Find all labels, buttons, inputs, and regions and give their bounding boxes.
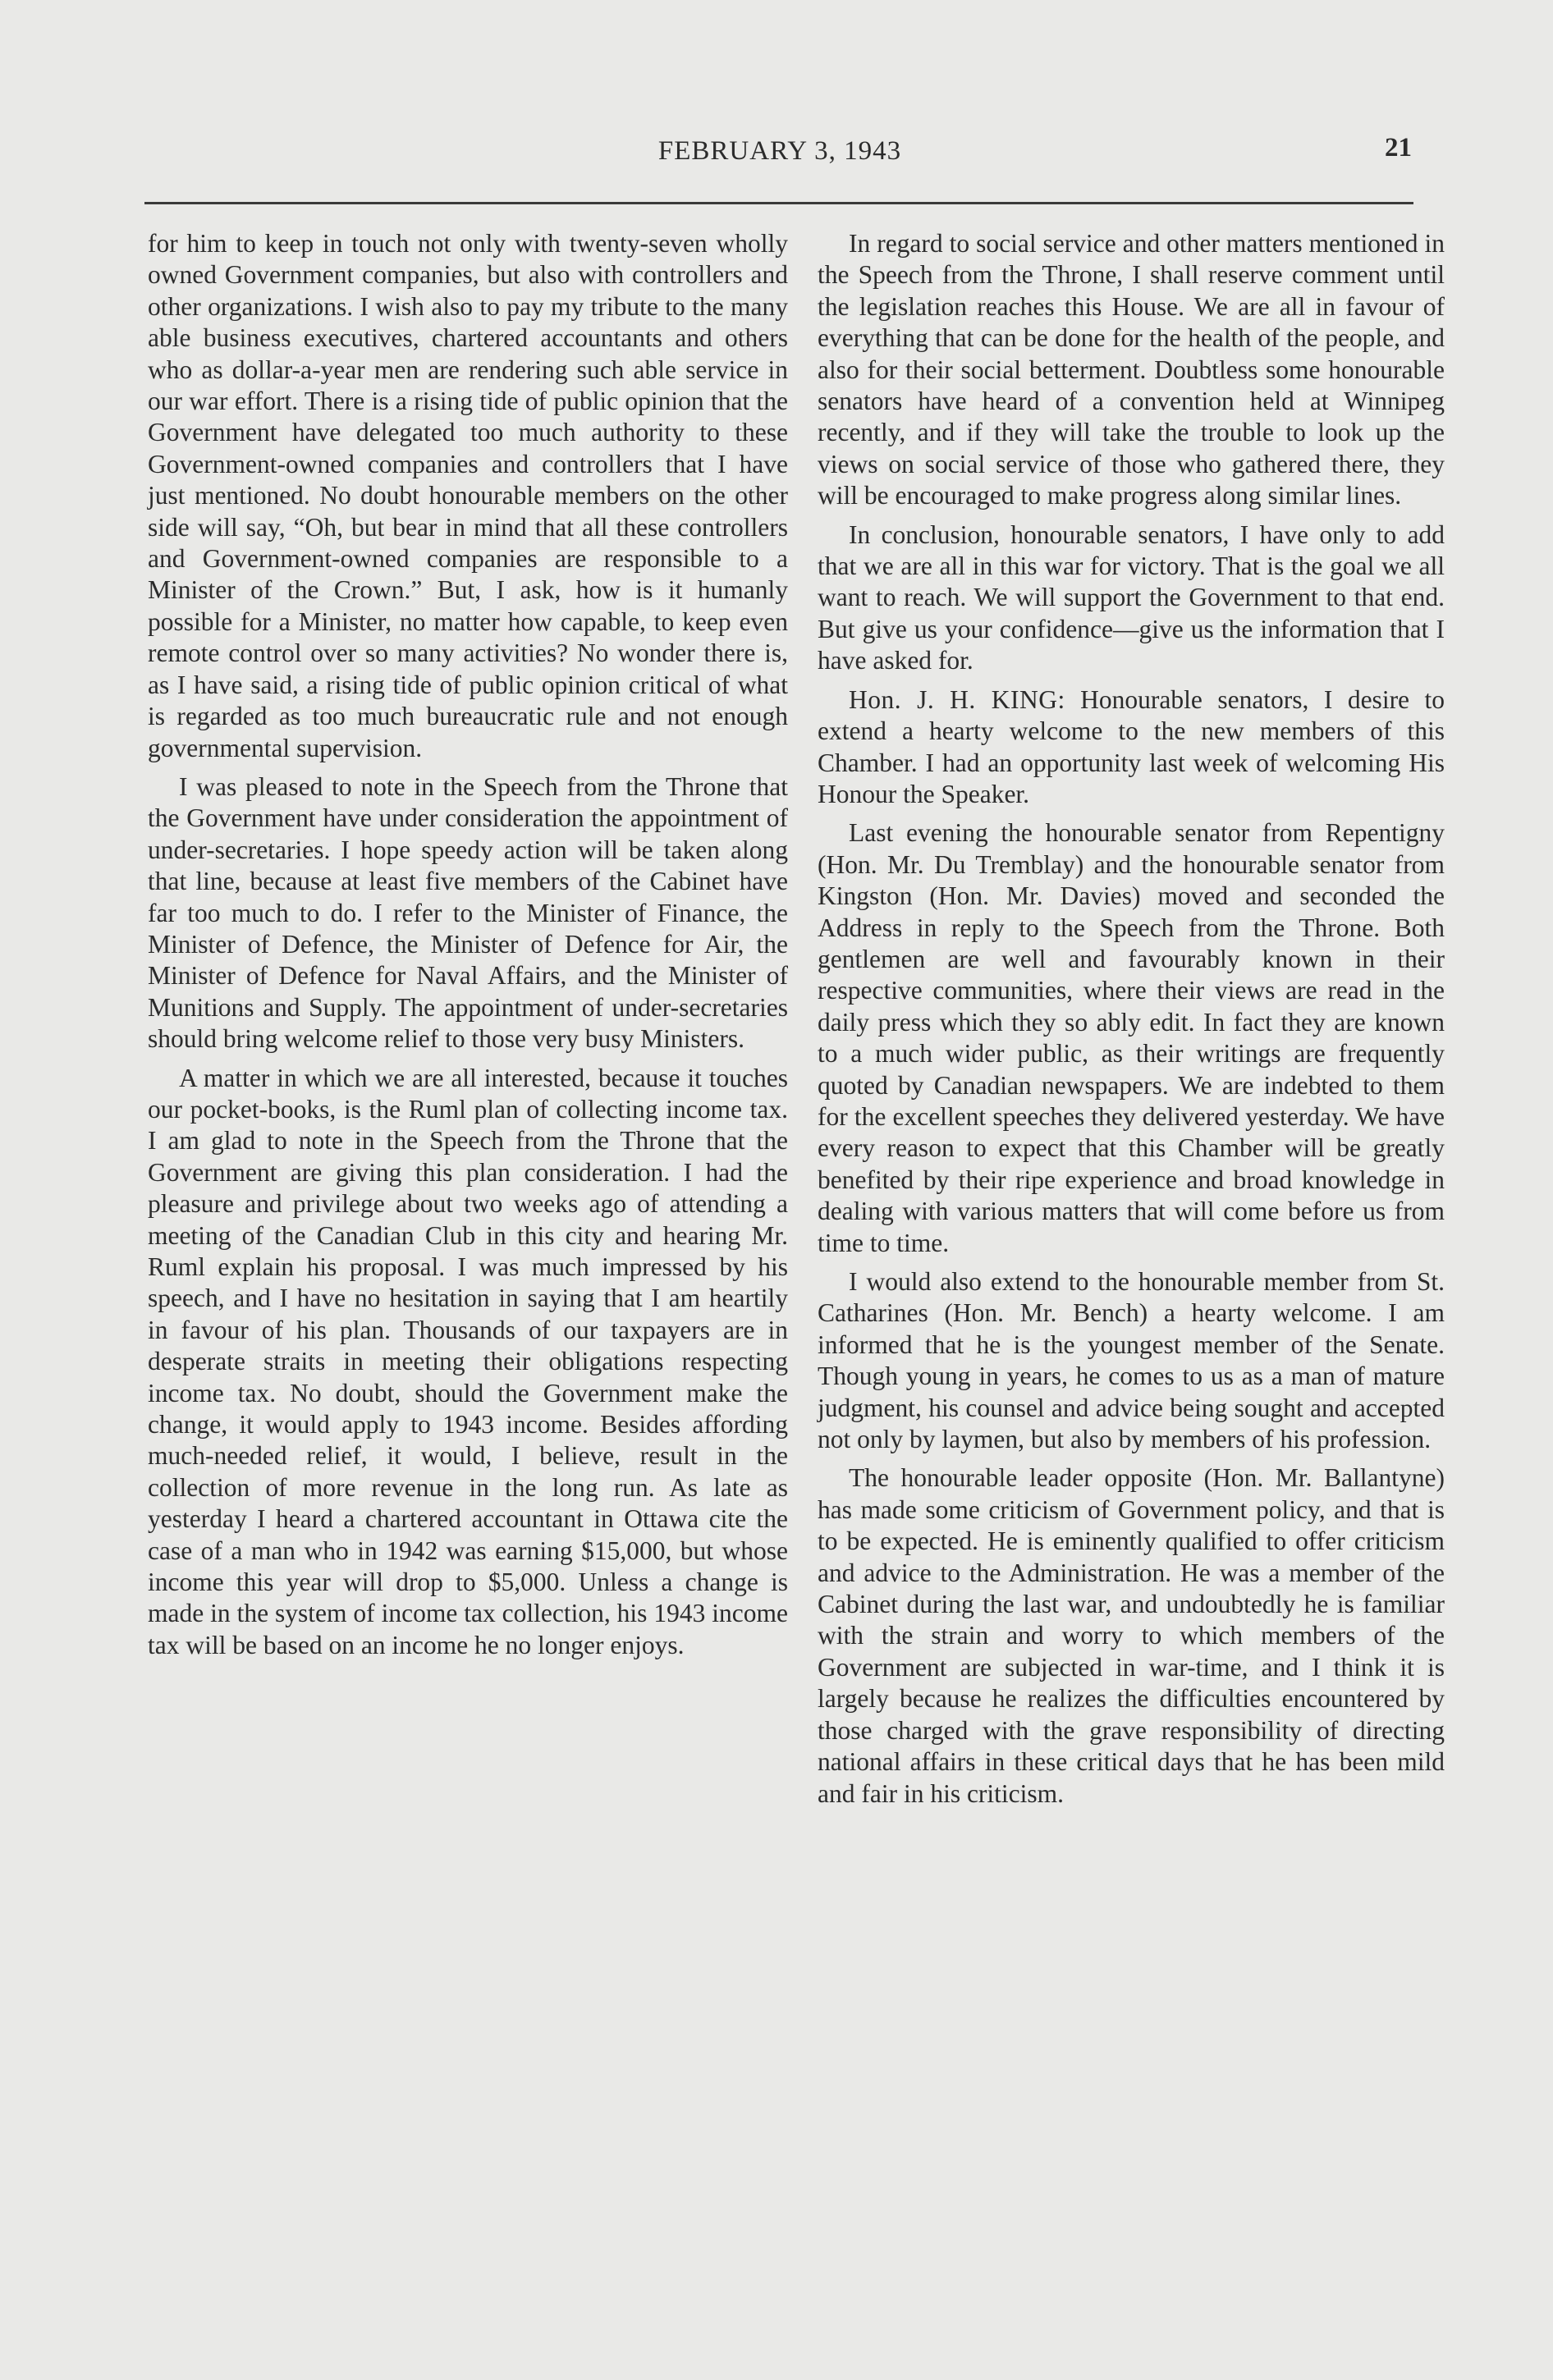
paragraph-ruml-plan: A matter in which we are all interested, because it touches our pocket-books, is the Ruml plan of collecting income tax. I am glad to note in the Speech from the Throne that the Government are giving this plan consideration. I had the pleasure and privilege about two weeks ago of attending a meeting of the Canadian Club in this city and hearing Mr. Ruml explain his proposal. I was much impressed by his speech, and I have no hesitation in saying that I am heartily in favour of his plan. Thousands of our taxpayers are in desperate straits in meeting their obligations respecting income tax. No doubt, should the Government make the change, it would apply to 1943 income. Besides affording much-needed relief, it would, I believe, result in the collection of more revenue in the long run. As late as yesterday I heard a chartered accountant in Ottawa cite the case of a man who in 1942 was earning $15,000, but whose income this year will drop to $5,000. Unless a change is made in the system of income tax collection, his 1943 income tax will be based on an income he no longer enjoys. (148, 1063, 788, 1659)
page-date-title: FEBRUARY 3, 1943 (657, 136, 902, 166)
right-column (818, 228, 1445, 1817)
page-number: 21 (1385, 133, 1412, 162)
paragraph-controllers: for him to keep in touch not only with twenty-seven wholly owned Government companies, but also with controllers and other organizations. I wish also to pay my tribute to the many able business executives, chartered accountants and others who as dollar-a-year men are rendering such able service in our war effort. There is a rising tide of public opinion that the Government have delegated too much authority to these Government-owned companies and controllers that I have just mentioned. No doubt honourable members on the other side will say, “Oh, but bear in mind that all these controllers and Government-owned companies are responsible to a Minister of the Crown.” But, I ask, how is it humanly possible for a Minister, no matter how capable, to keep even remote control over so many activities? No wonder there is, as I have said, a rising tide of public opinion critical of what is regarded as too much bureaucratic rule and not enough governmental supervision. (148, 229, 788, 762)
paragraph-social-service: In regard to social service and other matters mentioned in the Speech from the Throne, I shall reserve comment until the legislation reaches this House. We are all in favour of everything that can be done for the health of the people, and also for their social betterment. Doubtless some honourable senators have heard of a convention held at Winnipeg recently, and if they will take the trouble to look up the views on social service of those who gathered there, they will be encouraged to make progress along similar lines. (818, 229, 1445, 510)
paragraph-st-catharines: I would also extend to the honourable member from St. Catharines (Hon. Mr. Bench) a hearty welcome. I am informed that he is the youngest member of the Senate. Though young in years, he comes to us as a man of mature judgment, his counsel and advice being sought and accepted not only by laymen, but also by members of his profession. (818, 1267, 1445, 1454)
paragraph-king-welcome (818, 684, 1445, 811)
header-rule (144, 202, 1413, 204)
speech-text: Honourable senators, I desire to extend a hearty welcome to the new members of this Chamber. I had an opportunity last week of welcoming His Honour the Speaker. (818, 684, 1445, 808)
paragraph-leader-opposite: The honourable leader opposite (Hon. Mr. Ballantyne) has made some criticism of Government policy, and that is to be expected. He is eminently qualified to offer criticism and advice to the Administration. He was a member of the Cabinet during the last war, and undoubtedly he is familiar with the strain and worry to which members of the Government are subjected in war-time, and I think it is largely because he realizes the difficulties encountered by those charged with the grave responsibility of directing national affairs in these critical days that he has been mild and fair in his criticism. (818, 1463, 1445, 1808)
paragraph-conclusion: In conclusion, honourable senators, I have only to add that we are all in this war for victory. That is the goal we all want to reach. We will support the Government to that end. But give us your confidence—give us the information that I have asked for. (818, 519, 1445, 675)
speaker-name: Hon. J. H. KING: (849, 684, 1065, 714)
left-column (148, 228, 788, 1668)
running-head (148, 130, 1412, 179)
paragraph-under-secretaries: I was pleased to note in the Speech from the Throne that the Government have under consideration the appointment of under-secretaries. I hope speedy action will be taken along that line, because at least five members of the Cabinet have far too much to do. I refer to the Minister of Finance, the Minister of Defence, the Minister of Defence for Air, the Minister of Defence for Naval Affairs, and the Minister of Munitions and Supply. The appointment of under-secretaries should bring welcome relief to those very busy Ministers. (148, 771, 788, 1054)
paragraph-address-reply: Last evening the honourable senator from Repentigny (Hon. Mr. Du Tremblay) and the honourable senator from Kingston (Hon. Mr. Davies) moved and seconded the Address in reply to the Speech from the Throne. Both gentlemen are well and favourably known in their respective communities, where their views are read in the daily press which they so ably edit. In fact they are known to a much wider public, as their writings are frequently quoted by Canadian newspapers. We are indebted to them for the excellent speeches they delivered yesterday. We have every reason to expect that this Chamber will be greatly benefited by their ripe experience and broad knowledge in dealing with various matters that will come before us from time to time. (818, 818, 1445, 1257)
